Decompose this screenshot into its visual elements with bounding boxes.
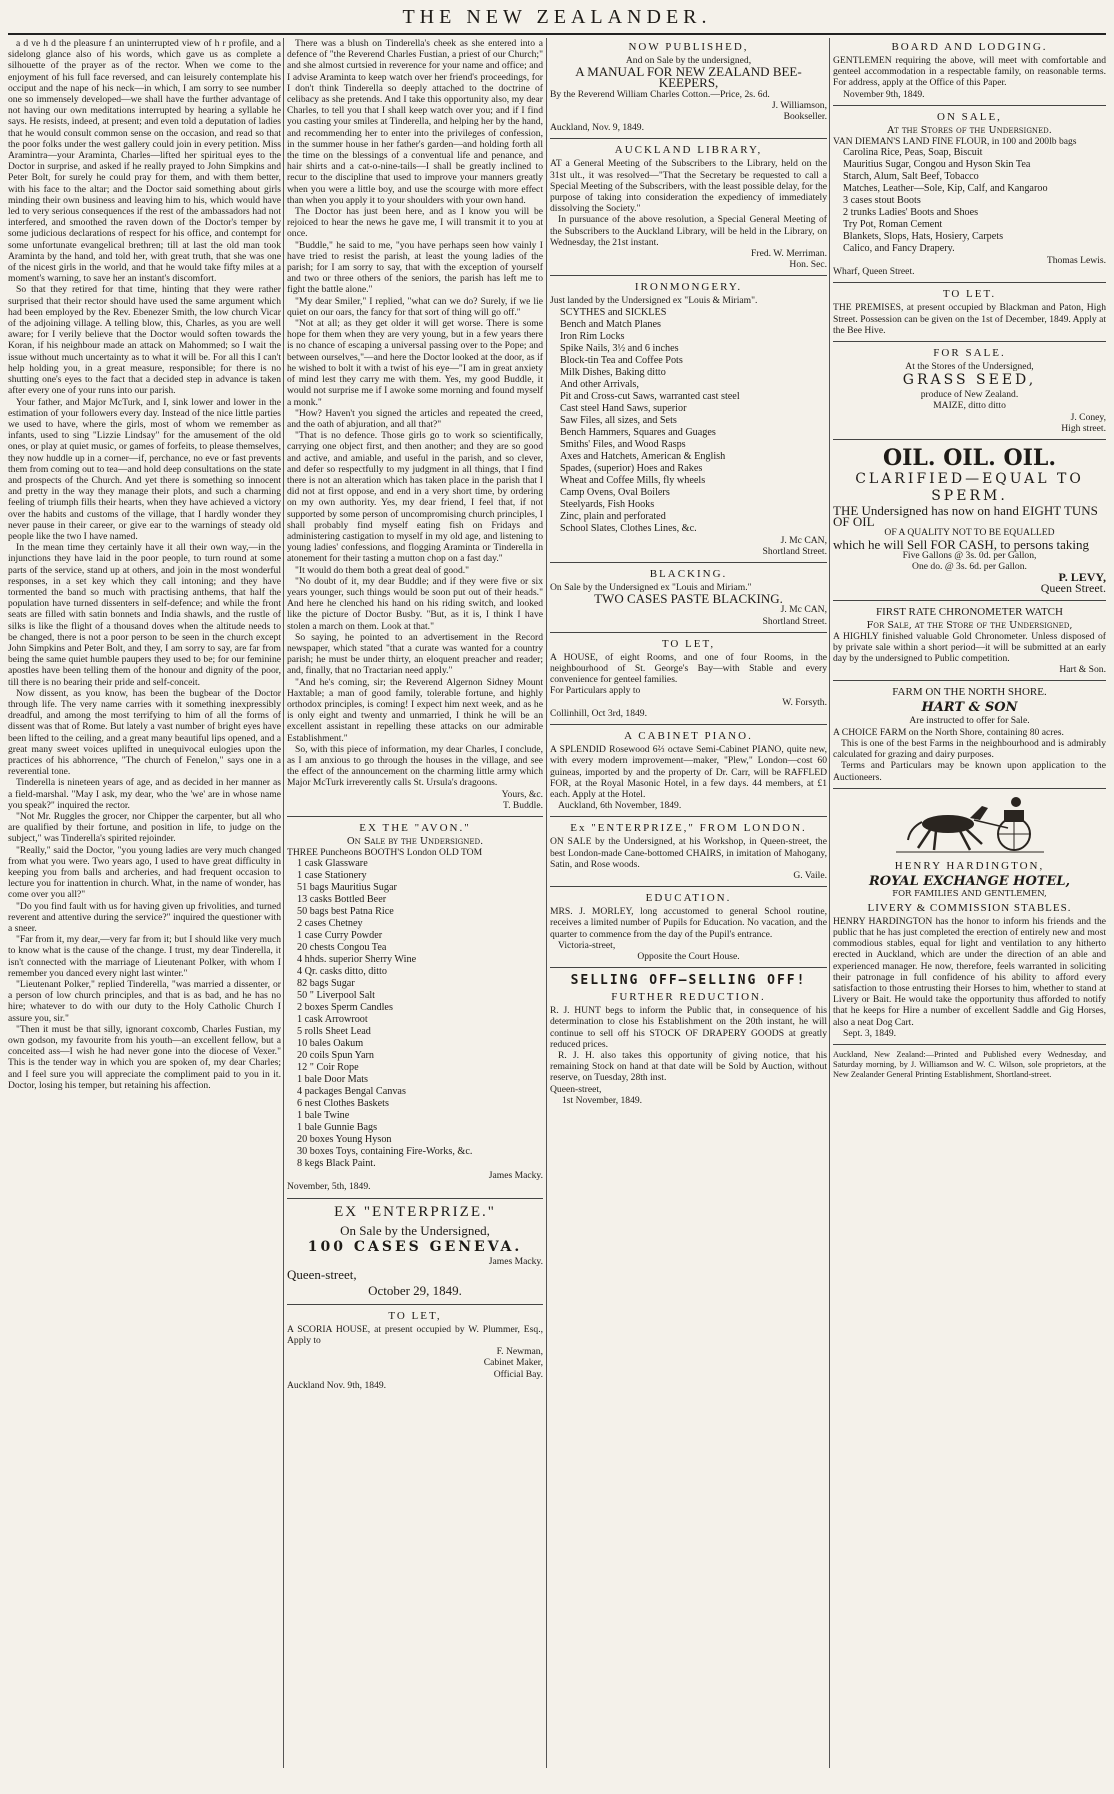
onsale-place: Wharf, Queen Street. [833,266,915,278]
letter-continued [287,38,543,789]
watch-sub: For Sale, at the Store of the Undersigned, [866,619,1073,631]
column-1-letter [8,38,281,1778]
ironmongery-list-item: Camp Ovens, Oval Boilers [560,486,670,498]
avon-list-item: 50 bags best Patna Rice [297,906,394,918]
blacking-sig: Shortland Street. [762,615,827,627]
ironmongery-advert [550,281,827,557]
letter-paragraph: "It would do them both a great deal of good." [295,564,470,576]
farm-sub: Are instructed to offer for Sale. [909,715,1030,727]
ironmongery-list-item: Spike Nails, 3½ and 6 inches [560,342,679,354]
divider [550,138,827,139]
enterprize-street: Queen-street, [287,1266,357,1282]
ironmongery-sig: J. Mc CAN, [780,534,827,546]
tolet-date: Auckland Nov. 9th, 1849. [287,1379,387,1391]
avon-list-item: 20 boxes Young Hyson [297,1134,392,1146]
avon-intro: THREE Puncheons BOOTH'S London OLD TOM [287,847,483,859]
forsale-heading: FOR SALE. [933,347,1006,360]
education-opposite: Opposite the Court House. [637,950,740,962]
avon-heading: EX THE "AVON." [359,822,471,835]
board-date: November 9th, 1849. [843,88,925,100]
enterprize-line2: 100 CASES GENEVA. [307,1238,523,1255]
tolet-sig: W. Forsyth. [782,696,827,708]
letter-paragraph: So, with this piece of information, my dear Charles, I conclude, as I am anxious to go through the houses in the village, and see the effect of the announcement on the charming little army which Major McTurk irreverently calls St. Ursula's dragoons. [287,743,543,789]
avon-list-item: 4 Qr. casks ditto, ditto [297,966,387,978]
board-advert [833,41,1106,100]
letter-paragraph: "Not Mr. Ruggles the grocer, nor Chipper the carpenter, but all who are qualified by their fortune, and position in life, to judge on the subject," was Tinderella's spirited rejoinder. [8,811,281,845]
forsale-line: produce of New Zealand. [920,389,1019,401]
onsale-list-item: Starch, Alum, Salt Beef, Tobacco [843,171,979,183]
piano-heading: A CABINET PIANO. [624,730,753,743]
selling-street: Queen-street, [550,1083,602,1095]
oil-text: which he will Sell FOR CASH, to persons taking [833,536,1090,552]
enterprize-heading: EX "ENTERPRIZE." [334,1203,496,1220]
library-text: AT a General Meeting of the Subscribers to the Library, held on the 31st ult., it was resolved—"That the Secretary be requested to call a Special Meeting of the Subscribers, with the least possible delay, for the purpose of taking into consideration the expediency of immediately dissolving the Society." [550,158,827,215]
farm-firm: HART & SON [921,700,1018,716]
avon-list-item: 20 chests Congou Tea [297,942,387,954]
divider [550,886,827,887]
avon-list-item: 12 " Coir Rope [297,1062,359,1074]
selling-sub: FURTHER REDUCTION. [611,991,766,1004]
ironmongery-item-list [550,307,827,535]
blacking-intro: On Sale by the Undersigned ex "Louis and Miriam." [550,582,752,594]
avon-list-item: 4 hhds. superior Sherry Wine [297,954,417,966]
tolet-text: A SCORIA HOUSE, at present occupied by W. Plummer, Esq., Apply to [287,1323,543,1347]
divider [550,275,827,276]
premises-text: THE PREMISES, at present occupied by Blackman and Paton, High Street. Possession can be given on the 1st of December, 1849. Apply at the Bee Hive. [833,302,1106,336]
piano-date: Auckland, 6th November, 1849. [558,800,682,812]
avon-list-item: 1 bale Gunnie Bags [297,1122,378,1134]
oil-text: OF A QUALITY NOT TO BE EQUALLED [884,527,1055,539]
tolet-sig: Official Bay. [493,1368,543,1380]
ironmongery-list-item: School Slates, Clothes Lines, &c. [560,522,697,534]
board-text: GENTLEMEN requiring the above, will meet with comfortable and genteel accommodation in a respectable family, on reasonable terms. For address, apply at the Office of this Paper. [833,55,1106,89]
piano-text: A SPLENDID Rosewood 6⅔ octave Semi-Cabinet PIANO, quite new, with every modern improvement—maker, "Plew," London—cost 60 guineas, imported by and the property of Dr. Carr, will be RAFFLED FOR, at the Royal Masonic Hotel, in a few days. 44 members, at £1 each. Apply at the Hotel. [550,744,827,800]
avon-list-item: 4 packages Bengal Canvas [297,1086,406,1098]
selling-heading: SELLING OFF—SELLING OFF! [570,973,807,989]
onsale-item-list [833,147,1106,255]
letter-paragraph: "And he's coming, sir; the Reverend Algernon Sidney Mount Haxtable; a man of good family, tolerable fortune, and highly orthodox principles, is coming! I expect him next week, and as he is only eight and twenty and unmarried, I think he will be an excellent assistant in repelling these attacks on our admirable Establishment." [287,676,543,744]
onsale-list-item: Try Pot, Roman Cement [843,219,943,231]
forsale-sig: High street. [1061,422,1106,434]
tolet-date: Collinhill, Oct 3rd, 1849. [550,707,648,719]
watch-sig: Hart & Son. [1059,664,1106,676]
ironmongery-list-item: Saw Files, all sizes, and Sets [560,414,677,426]
published-advert [550,41,827,133]
ironmongery-list-item: Iron Rim Locks [560,330,625,342]
tolet-sig: Cabinet Maker, [483,1357,543,1369]
horse-and-carriage-engraving [890,794,1050,856]
hotel-name: ROYAL EXCHANGE HOTEL, [868,873,1071,889]
enterprize-line1: On Sale by the Undersigned, [340,1222,490,1238]
letter-paragraph: "That is no defence. Those girls go to work so scientifically, carrying one object first, and then another; and they are so good and active, and amiable, and useful in the parish, and so clever, and defer so respectfully to my judgment in all things, that I find there is not an alteration which has taken place in the parish that I did not at first oppose, and end in a very short time, by ordering on my own authority. Yes, my dear friend, I feel that, if not supported by some person of uncompromising church principles, I shall probably find myself eating fish on Fridays and administering castigation to myself in my old age, and listening to young ladies' confessions, and flogging Araminta or Tinderella in atonement for their tasting a mutton chop on a fast day." [287,430,543,565]
published-by: By the Reverend William Charles Cotton.—Price, 2s. 6d. [550,88,770,100]
farm-text: A CHOICE FARM on the North Shore, containing 80 acres. [833,726,1064,738]
enterprize-advert [287,1204,543,1299]
divider [833,105,1106,106]
ironmongery-list-item: Spades, (superior) Hoes and Rakes [560,462,703,474]
onsale-heading: ON SALE, [937,110,1002,123]
ironmongery-list-item: Milk Dishes, Baking ditto [560,366,666,378]
library-sig: Hon. Sec. [789,259,827,271]
education-advert [550,892,827,962]
education-street: Victoria-street, [558,939,616,951]
divider [287,816,543,817]
ironmongery-list-item: Pit and Cross-cut Saws, warranted cast steel [560,390,740,402]
library-sig: Fred. W. Merriman. [751,248,827,260]
tolet-particulars: For Particulars apply to [550,685,641,697]
divider [550,816,827,817]
column-2 [287,38,543,1778]
divider [550,967,827,968]
forsale-line: GRASS SEED, [902,372,1037,389]
avon-list-item: 1 bale Door Mats [297,1074,369,1086]
column-3 [550,38,827,1778]
letter-paragraph: "Do you find fault with us for having given up frivolities, and turned reverent and attentive during the service?" inquired the questioner with a sneer. [8,900,281,935]
letter-paragraph: In the mean time they certainly have it all their own way,—in the injunctions they have laid in the poor people, to turn round at some parts of the service, stand up at others, and join in the most wonderful responses, in a set key which they call intoning; and they have tormented the band so much with practising anthems, that half the population have turned dissenters in self-defence; and while the front seats are filled with satin bonnets and India shawls, and the rustle of silks is like the flight of a thousand doves when the altitude needs to be changed, there is not a poor person to be seen in the church except John Simpkins and Peter Bolt, and they, I am sorry to say, are far from being the same quiet humble paupers they used to be; for our feminine apostles have been telling them of the honour and dignity of the poor, till there is no bearing their pride and self-conceit. [8,542,281,688]
ironmongery-list-item: Bench Hammers, Squares and Guages [560,426,716,438]
divider [833,600,1106,601]
onsale-list-item: Mauritius Sugar, Congou and Hyson Skin Tea [843,159,1031,171]
ironmongery-list-item: Steelyards, Fish Hooks [560,498,655,510]
hotel-date: Sept. 3, 1849. [843,1027,897,1039]
oil-sub: SPERM. [931,488,1008,505]
ironmongery-list-item: Bench and Match Planes [560,318,661,330]
published-date: Auckland, Nov. 9, 1849. [550,122,644,134]
tolet-heading: TO LET, [388,1309,442,1322]
letter-signature: T. Buddle. [502,799,543,811]
masthead-title: THE NEW ZEALANDER. [402,6,712,28]
divider [550,632,827,633]
published-heading: NOW PUBLISHED, [628,41,749,53]
hotel-for: FOR FAMILIES AND GENTLEMEN, [892,888,1047,899]
published-title: A MANUAL FOR NEW ZEALAND BEE-KEEPERS, [575,64,802,91]
enterprize-date: October 29, 1849. [368,1282,462,1298]
divider [287,1198,543,1199]
divider [833,788,1106,789]
avon-list-item: 1 bale Twine [297,1110,350,1122]
avon-list-item: 6 nest Clothes Baskets [297,1098,389,1110]
oil-text: THE Undersigned has now on hand EIGHT TUNS OF OIL [833,503,1098,530]
oil-sig: P. LEVY, [1058,570,1106,585]
chairs-advert [550,822,827,881]
onsale-list-item: 2 trunks Ladies' Boots and Shoes [843,207,979,219]
column-rule [546,38,547,1768]
premises-heading: TO LET. [942,288,997,301]
forsale-line: At the Stores of the Undersigned, [905,361,1034,373]
avon-subheading: On Sale by the Undersigned. [346,836,484,848]
oil-price: One do. @ 3s. 6d. per Gallon. [912,561,1027,573]
tolet-text: A HOUSE, of eight Rooms, and one of four Rooms, in the neighbourhood of St. George's Bay—with Stable and every convenience for genteel families. [550,651,827,686]
column-4 [833,38,1106,1778]
ironmongery-sig: Shortland Street. [762,545,827,557]
published-sig: Bookseller. [783,111,827,123]
published-line: And on Sale by the undersigned, [625,55,752,66]
chairs-sig: G. Vaile. [793,869,827,881]
chairs-heading: Ex "ENTERPRIZE," FROM LONDON. [570,822,807,835]
hotel-owner: HENRY HARDINGTON, [894,859,1045,872]
farm-advert [833,686,1106,782]
premises-advert [833,288,1106,336]
onsale-sub: At the Stores of the Undersigned. [887,124,1052,136]
avon-list-item: 82 bags Sugar [297,978,355,990]
published-sig: J. Williamson, [771,99,827,111]
ironmongery-list-item: Zinc, plain and perforated [560,510,666,522]
forsale-sig: J. Coney, [1070,411,1106,423]
hotel-advert [833,794,1106,1039]
avon-list-item: 50 " Liverpool Salt [297,990,376,1002]
divider [833,1044,1106,1045]
letter-paragraph: a d ve h d the pleasure f an uninterrupted view of h r profile, and a sidelong glance also of his words, which gave us as complete a silhouette of the prayer as of the rector. When we come to the enjoyment of his full face reversed, and can leisurely contemplate his occiput and the nape of his neck—in which, I am sorry to see number one so immensely developed—we shall have the further advantage of not having our own meditations interrupted by hearing a syllable he says. He resists, indeed, at present; and even told a deputation of ladies that he would consult common sense on the occasion, and read so that the poor folks under the west gallery could join in every petition. Miss Aramintra—your Araminta, Charles—lifted her spiritual eyes to the Doctor in surprise, and asked if he really prayed to John Simpkins and Peter Bolt, for surely he could pray for them, and with them better, with his face to the altar; and the Doctor said something about girls minding their own business and leaving him to his, which would have led to very serious consequences if the rest of the ambassadors had not interfered, and smoothed the raven down of the Doctor's temper by some judicious declarations of respect for his office, and contempt for some unfortunate evangelical brethren; till at last the old man took Araminta by the hand, and told her, with great truth, that she was one of the nicest girls in the world, and that he would take fifty miles at a moment's warning, to save her an instant's discomfort. [8,38,281,285]
onsale-sig: Thomas Lewis. [1046,255,1106,267]
letter-paragraph: "Buddle," he said to me, "you have perhaps seen how vainly I have tried to resist the parish, at least the young ladies of the parish; for I am sorry to say, that with the exception of yourself and two or three others of the seniors, the parish has left me to fight the battle alone." [287,239,543,296]
avon-list-item: 2 boxes Sperm Candles [297,1002,393,1014]
tolet-heading: TO LET, [661,637,716,650]
library-heading: AUCKLAND LIBRARY, [614,144,763,157]
column-rule [829,38,830,1768]
letter-paragraph: "Really," said the Doctor, "you young ladies are very much changed from what you were. Two years ago, I used to have great difficulty in keeping you from balls and archeries, and had frequent occasion to lecture you for inattention in church. What, in the name of wonder, has come over you all?" [8,844,281,901]
letter-paragraph: Your father, and Major McTurk, and I, sink lower and lower in the estimation of your followers every day. Instead of the nice little parties we used to have, where the girls, most of whom we remember as infants, used to sing "Lizzie Lindsay" for the amusement of the old ones, or play at quiet music, or games of forfeits, to please themselves, they now huddle up in a corner—if, perchance, no eve or fast prevents them from coming out to tea—and hold deep consultations on the state and prospects of the Church. And yet there is something so innocent and pretty in the way they manage their plots, and such a charming feeling of triumph fills their hearts, when they have achieved a victory over the habits and customs of the village, that I hardly wonder they never pause in their career, or give ear to the warnings of steady old people like the two I have named. [8,396,281,542]
oil-price: Five Gallons @ 3s. 0d. per Gallon, [902,549,1037,561]
divider [550,562,827,563]
library-text: In pursuance of the above resolution, a Special General Meeting of the Subscribers to the Auckland Library, will be held in the Library, on Wednesday, the 21st instant. [550,214,827,248]
oil-heading: OIL. OIL. OIL. [882,445,1057,472]
ironmongery-list-item: Cast steel Hand Saws, superior [560,402,687,414]
letter-paragraph: "No doubt of it, my dear Buddle; and if they were five or six years younger, such things would be soon put out of their heads." And here he clenched his hand on his riding switch, and looked like the picture of Doctor Busby. "But, as it is, I think I have stolen a march on them. Look at that." [287,575,543,632]
blacking-sig: J. Mc CAN, [780,604,827,616]
enterprize-signature: James Macky. [488,1255,543,1267]
letter-paragraph: So saying, he pointed to an advertisement in the Record newspaper, which stated "that a curate was wanted for a country parish; he must be under thirty, an eloquent preacher and reader; and, finally, that no Tractarian need apply." [287,631,543,677]
oil-sig: Queen Street. [1040,581,1106,596]
letter-paragraph: "Then it must be that silly, ignorant coxcomb, Charles Fustian, my own godson, my favourite from his youth—an excellent fellow, but a conceited ass—I wish he had never gone into the diocese of Vexer." This is the tender way in which you are spoken of, my dear Charles; and I feel sure you will appreciate the compliment paid to you in it. Doctor, losing his temper, but retaining his affection. [8,1023,281,1091]
divider [833,341,1106,342]
farm-text: This is one of the best Farms in the neighbourhood and is admirably calculated for grazing and dairy purposes. [833,737,1106,761]
ironmongery-list-item: And other Arrivals, [560,378,639,390]
onsale-intro: VAN DIEMAN'S LAND FINE FLOUR, in 100 and 200lb bags [833,135,1077,147]
onsale-advert [833,111,1106,278]
divider [287,1304,543,1305]
chairs-text: ON SALE by the Undersigned, at his Workshop, in Queen-street, the best London-made Cane-bottomed CHAIRS, in imitation of Mahogany, Satin, and Rose woods. [550,836,827,870]
avon-list-item: 5 rolls Sheet Lead [297,1026,371,1038]
education-text: MRS. J. MORLEY, long accustomed to general School routine, receives a limited number of Pupils for Education. No vacation, and the quarter to commence from the day of the Pupil's entrance. [550,906,827,940]
board-heading: BOARD AND LODGING. [891,41,1048,53]
letter-paragraph: "How? Haven't you signed the articles and repeated the creed, and the oath of abjuration, and all that?" [287,407,543,430]
avon-list-item: 20 coils Spun Yarn [297,1050,374,1062]
tolet-sig: F. Newman, [496,1346,543,1358]
letter-paragraph: Tinderella is nineteen years of age, and as decided in her manner as a field-marshal. "May I ask, my dear, who the 'we' are in whose name you speak?" inquired the rector. [8,777,281,811]
avon-list-item: 2 cases Chetney [297,918,363,930]
selling-off-advert [550,973,827,1106]
avon-list-item: 30 boxes Toys, containing Fire-Works, &c. [297,1146,473,1158]
divider [833,439,1106,440]
selling-text: R. J. H. also takes this opportunity of giving notice, that his remaining Stock on hand at that date will be Sold by Auction, without reserve, on Tuesday, 28th inst. [550,1049,827,1084]
ironmongery-heading: IRONMONGERY. [634,281,743,294]
letter-paragraph: "My dear Smiler," I replied, "what can we do? Surely, if we lie quiet on our oars, the fancy for that sort of thing will go off." [287,295,543,318]
oil-advert [833,445,1106,595]
forsale-line: MAIZE, ditto ditto [933,400,1006,412]
ironmongery-list-item: SCYTHES and SICKLES [560,306,667,318]
library-advert [550,144,827,270]
column-rule [283,38,284,1768]
avon-list-item: 10 bales Oakum [297,1038,364,1050]
oil-sub: CLARIFIED—EQUAL TO [855,471,1084,488]
ironmongery-list-item: Wheat and Coffee Mills, fly wheels [560,474,706,486]
forsale-advert [833,347,1106,434]
blacking-text: TWO CASES PASTE BLACKING. [594,591,783,607]
onsale-list-item: 3 cases stout Boots [843,195,921,207]
farm-heading: FARM ON THE NORTH SHORE. [892,686,1047,699]
watch-text: A HIGHLY finished valuable Gold Chronometer. Unless disposed of by private sale within a short period—it will be submitted at an early day by the undersigned to Public competition. [833,630,1106,665]
divider [833,282,1106,283]
letter-paragraph: "Lieutenant Polker," replied Tinderella, "was married a dissenter, or a person of low church principles, and that is as bad, and he has no hire; whatever to do with our duty to the Holy Catholic Church I assure you, sir." [8,979,281,1024]
letter-paragraph: There was a blush on Tinderella's cheek as she entered into a defence of "the Reverend Charles Fustian, a priest of our Church;" and she almost curtsied in reverence for your name and office; and I advise Araminta to keep watch over her friend's proceedings, for I don't think Tinderella so deeply attached to the doctrine of celibacy as she pretends. And I take this opportunity also, my dear Charles, to tell you that I shall keep watch over you; and if I find you casting your smiles at Tinderella, and helping her by the hand, and recommending her to enter into the privileges of confession, in the summer house in her father's garden—and holding forth all the time on the blessings of a conventual life and penance, and hair shirts and a cat-o-nine-tails—I shall be greatly inclined to recur to the discipline that used to improve your manners greatly when you were a little boy, and use the scourge with more effect than when you apply it to your shoulders with your own hand. [287,38,543,206]
selling-date: 1st November, 1849. [562,1094,643,1106]
avon-list-item: 1 cask Arrowroot [297,1014,368,1026]
education-heading: EDUCATION. [645,892,732,905]
blacking-heading: BLACKING. [649,568,728,581]
avon-list-item: 13 casks Bottled Beer [297,894,387,906]
avon-list-item: 8 kegs Black Paint. [297,1158,376,1170]
avon-list-item: 1 cask Glassware [297,858,368,870]
divider [833,680,1106,681]
avon-list-item: 1 case Stationery [297,870,367,882]
avon-list-item: 51 bags Mauritius Sugar [297,882,397,894]
onsale-list-item: Matches, Leather—Sole, Kip, Calf, and Kangaroo [843,183,1048,195]
avon-signature: James Macky. [488,1170,543,1182]
ironmongery-list-item: Axes and Hatchets, American & English [560,450,726,462]
farm-text: Terms and Particulars may be known upon application to the Auctioneers. [833,760,1106,783]
avon-list-item: 1 case Curry Powder [297,930,383,942]
onsale-list-item: Calico, and Fancy Drapery. [843,243,955,255]
onsale-list-item: Blankets, Slops, Hats, Hosiery, Carpets [843,231,1004,243]
printer-imprint: Auckland, New Zealand:—Printed and Published every Wednesday, and Saturday morning, by J. Williamson and W. C. Wilson, sole proprietors, at the New Zealander General Printing Establishment, Shortland-street. [833,1049,1106,1079]
letter-paragraph: "Not at all; as they get older it will get worse. There is some hope for them when they are very young, but in a few years there is no chance of escaping a universal passing over to the Pope; and between ourselves,"—and here the Doctor looked at the door, as if he wished to bolt it with a twist of his eye—"I am in great anxiety of mind lest they carry me with them. Yes, my good Buddle, it would not surprise me if I awoke some morning and found myself a monk." [287,318,543,408]
scoria-house-advert [287,1310,543,1391]
avon-item-list [287,858,543,1170]
avon-date: November, 5th, 1849. [287,1181,371,1193]
letter-paragraph: Now dissent, as you know, has been the bugbear of the Doctor through life. The very name carries with it something inexpressibly dreadful, and among the most terrifying to him of all the forms of dissent was that of Rome. But lately a vast number of bright eyes have been lifted to the ceiling, and a great many beautiful lips opened, and a great many sweet voices uplifted in unequivocal eulogies upon the practices of his abhorrence, "The church of Fenelon," says one in a reverential tone. [8,687,281,778]
letter-paragraph: "Far from it, my dear,—very far from it; but I should like very much to know what is the cause of the change. I trust, my dear Tinderella, it isn't connected with the marriage of Lieutenant Polker, with whom I remember you danced every night last winter." [8,934,281,979]
watch-heading: FIRST RATE CHRONOMETER WATCH [876,605,1063,618]
masthead-rule [8,33,1106,35]
piano-advert [550,730,827,811]
letter-paragraph: The Doctor has just been here, and as I know you will be rejoiced to hear the news he gave me, I will transmit it to you at once. [287,206,543,240]
ironmongery-list-item: Block-tin Tea and Coffee Pots [560,354,683,366]
ironmongery-list-item: Smiths' Files, and Wood Rasps [560,438,686,450]
hotel-text: HENRY HARDINGTON has the honor to inform his friends and the public that he has just completed the erection of entirely new and most commodious stables, equal for light and ventilation to any hitherto erected in Auckland, which are under the direction of an able and experienced manager. He now, therefore, feels warranted in soliciting their patronage in full confidence of his ability to afford every satisfaction to those entrusting their Horses to him, whether to stand at Livery or Bait. He would take the opportunity thus afforded to notify that he keeps for Hire a number of excellent Saddle and Gig Horses, also a neat Dog Cart. [833,915,1106,1028]
avon-advert [287,822,543,1193]
divider [550,724,827,725]
onsale-list-item: Carolina Rice, Peas, Soap, Biscuit [843,147,983,159]
letter-paragraph: So that they retired for that time, hinting that they were rather surprised that their rector should have used the same argument which had been employed by the Rev. Ebenezer Smith, the low church Vicar of the adjoining village. A telling blow, this, Charles, as you are well aware; for I verily believe that the Doctor would soften towards the Koran, if his neighbour made an attack on Mahommed; so I wait the issue without much uncertainty as to what it will be. For all this I can't help holding you, in a great measure, responsible; for there is no shutting one's eyes to the fact that a decided step in advance is taken after every one of your runs into our parish. [8,284,281,397]
ironmongery-intro: Just landed by the Undersigned ex "Louis & Miriam". [550,295,758,307]
letter-closing: Yours, &c. [501,788,543,800]
blacking-advert [550,568,827,627]
hotel-livery: LIVERY & COMMISSION STABLES. [867,901,1072,914]
tolet-house-advert [550,638,827,719]
watch-advert [833,606,1106,676]
selling-text: R. J. HUNT begs to inform the Public that, in consequence of his determination to close his Establishment on the 20th instant, he will continue to sell off his STOCK OF DRAPERY GOODS at greatly reduced prices. [550,1005,827,1050]
